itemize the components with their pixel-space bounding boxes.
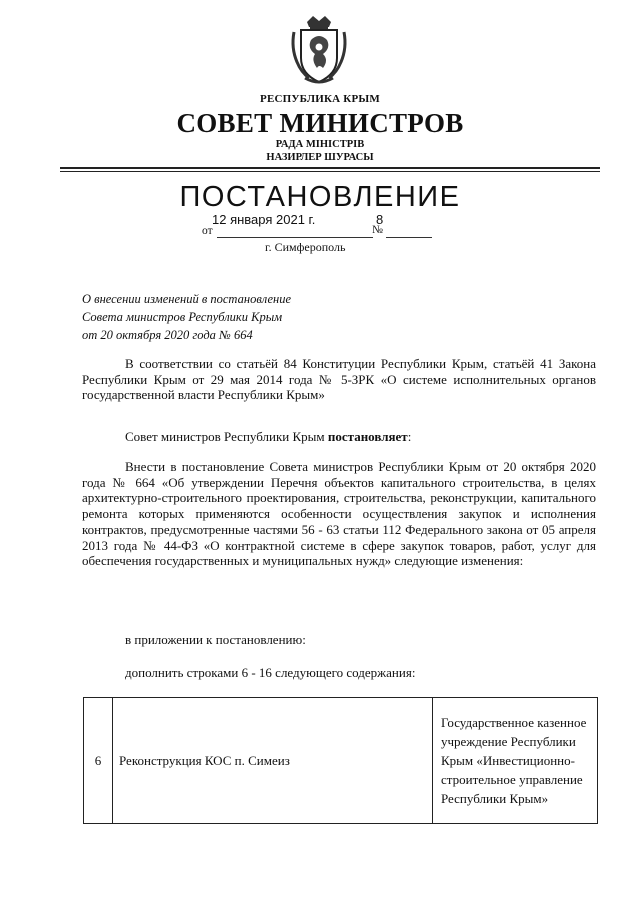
subject-line: от 20 октября 2020 года № 664 (82, 328, 253, 342)
number-underline (386, 237, 432, 238)
preamble-paragraph: В соответствии со статьёй 84 Конституции Республики Крым, статьёй 41 Закона Республики Крым от 29 мая 2014 года № 5-ЗРК «О системе исполнительных органов государственной власти Республики Крым» (82, 356, 596, 403)
council-name-crimean-tatar: НАЗИРЛЕР ШУРАСЫ (266, 152, 374, 163)
resolution-paragraph (82, 429, 596, 445)
council-name-ukrainian: РАДА МІНІСТРІВ (275, 139, 365, 150)
subject-line: О внесении изменений в постановление (82, 292, 292, 306)
city-label: г. Симферополь (265, 240, 346, 254)
header-divider (60, 167, 600, 169)
date-underline (217, 237, 373, 238)
objects-table (83, 697, 598, 824)
council-title: СОВЕТ МИНИСТРОВ (176, 108, 464, 138)
coat-of-arms-icon (289, 14, 349, 86)
appendix-paragraph: в приложении к постановлению: (125, 632, 306, 647)
responsible-organization: Государственное казенное учреждение Республики Крым «Инвестиционно-строительное управление Республики Крым» (433, 698, 598, 824)
row-number: 6 (84, 698, 113, 824)
resolution-colon: : (407, 429, 412, 444)
subject-line: Совета министров Республики Крым (82, 310, 283, 324)
number-label: № (372, 224, 383, 236)
decree-number: 8 (376, 212, 384, 227)
header-divider-thin (60, 171, 600, 172)
decree-title: ПОСТАНОВЛЕНИЕ (179, 181, 461, 213)
republic-heading: РЕСПУБЛИКА КРЫМ (260, 93, 380, 105)
table-row (84, 698, 598, 824)
date-label: от (202, 225, 213, 237)
decree-subject (82, 290, 291, 344)
resolution-text: Совет министров Республики Крым (125, 429, 328, 444)
resolves-word: постановляет (327, 429, 408, 444)
decree-date: 12 января 2021 г. (212, 212, 316, 227)
amendment-paragraph: Внести в постановление Совета министров Республики Крым от 20 октября 2020 года № 664 «Об утверждении Перечня объектов капитального строительства, в целях архитектурно-строительного проектирования, строительства, реконструкции, капитального ремонта которых применяются особенности осуществления закупок и исполнения контрактов, предусмотренные частями 56 - 63 статьи 112 Федерального закона от 05 апреля 2013 года № 44-ФЗ «О контрактной системе в сфере закупок товаров, работ, услуг для обеспечения государственных и муниципальных нужд» следующие изменения: (82, 459, 596, 569)
addition-paragraph: дополнить строками 6 - 16 следующего содержания: (125, 665, 416, 680)
object-name: Реконструкция КОС п. Симеиз (113, 698, 433, 824)
